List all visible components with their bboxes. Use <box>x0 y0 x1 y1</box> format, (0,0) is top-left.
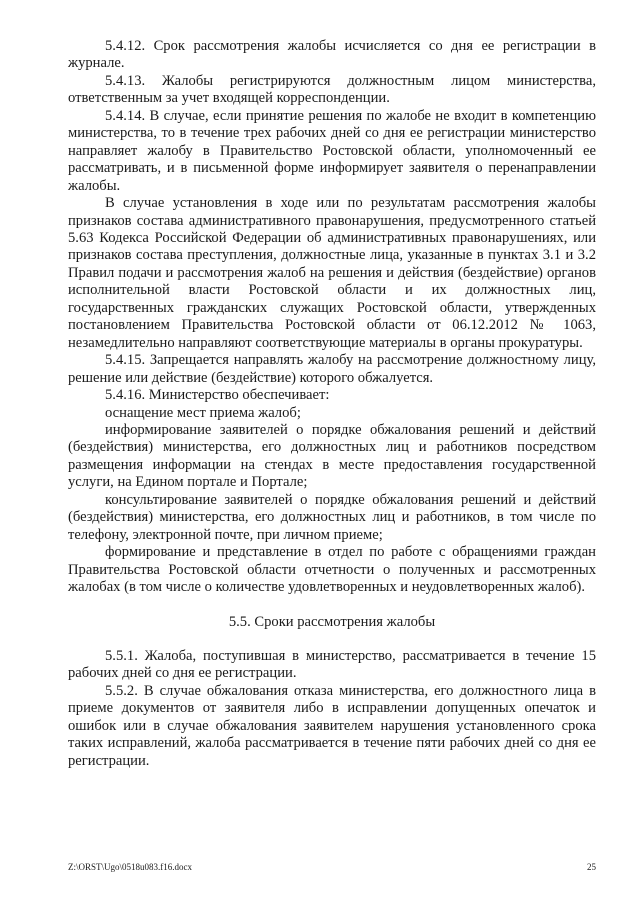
paragraph-consulting: консультирование заявителей о порядке обжалования решений и действий (бездействия) министерства, его должностных лиц и работников, в том числе по телефону, электронной почте, при личном приеме; <box>68 491 596 543</box>
paragraph-5-5-1: 5.5.1. Жалоба, поступившая в министерство, рассматривается в течение 15 рабочих дней со дня ее регистрации. <box>68 647 596 682</box>
paragraph-5-4-15: 5.4.15. Запрещается направлять жалобу на рассмотрение должностному лицу, решение или действие (бездействие) которого обжалуется. <box>68 352 596 386</box>
document-page <box>68 38 596 770</box>
section-heading: 5.5. Сроки рассмотрения жалобы <box>228 613 436 630</box>
paragraph-5-5-2: 5.5.2. В случае обжалования отказа министерства, его должностного лица в приеме документов от заявителя либо в исправлении допущенных опечаток и ошибок или в случае обжалования заявителем нарушения установленного срока таких исправлений, жалоба рассматривается в течение пяти рабочих дней со дня ее регистрации. <box>68 682 596 769</box>
paragraph-5-4-13: 5.4.13. Жалобы регистрируются должностным лицом министерства, ответственным за учет входящей корреспонденции. <box>68 72 596 107</box>
paragraph-reporting: формирование и представление в отдел по работе с обращениями граждан Правительства Ростовской области отчетности о полученных и рассмотренных жалобах (в том числе о количестве удовлетворенных и неудовлетворенных жалоб). <box>68 544 596 596</box>
paragraph-5-4-16: 5.4.16. Министерство обеспечивает: <box>105 387 330 404</box>
paragraph-5-4-12: 5.4.12. Срок рассмотрения жалобы исчисляется со дня ее регистрации в журнале. <box>68 38 596 72</box>
paragraph-violation-case: В случае установления в ходе или по результатам рассмотрения жалобы признаков состава административного правонарушения, предусмотренного статьей 5.63 Кодекса Российской Федерации об административных правонарушениях, или признаков состава преступления, должностные лица, указанные в пунктах 3.1 и 3.2 Правил подачи и рассмотрения жалоб на решения и действия (бездействие) органов исполнительной власти Ростовской области и их должностных лиц, государственных гражданских служащих Ростовской области, утвержденных постановлением Правительства Ростовской области от 06.12.2012 № 1063, незамедлительно направляют соответствующие материалы в органы прокуратуры. <box>68 195 596 351</box>
footer-file-path: Z:\ORST\Ugo\0518u083.f16.docx <box>68 862 192 872</box>
page-footer <box>68 862 596 873</box>
paragraph-equipment: оснащение мест приема жалоб; <box>105 404 301 421</box>
paragraph-5-4-14: 5.4.14. В случае, если принятие решения по жалобе не входит в компетенцию министерства, то в течение трех рабочих дней со дня ее регистрации министерство направляет жалобу в Правительство Ростовской области, уполномоченный ее рассматривать, и в письменной форме информирует заявителя о перенаправлении жалобы. <box>68 107 596 194</box>
paragraph-informing: информирование заявителей о порядке обжалования решений и действий (бездействия) министерства, его должностных лиц и работников посредством размещения информации на стендах в месте предоставления государственной услуги, на Едином портале и Портале; <box>68 421 596 491</box>
page-number: 25 <box>587 862 596 872</box>
